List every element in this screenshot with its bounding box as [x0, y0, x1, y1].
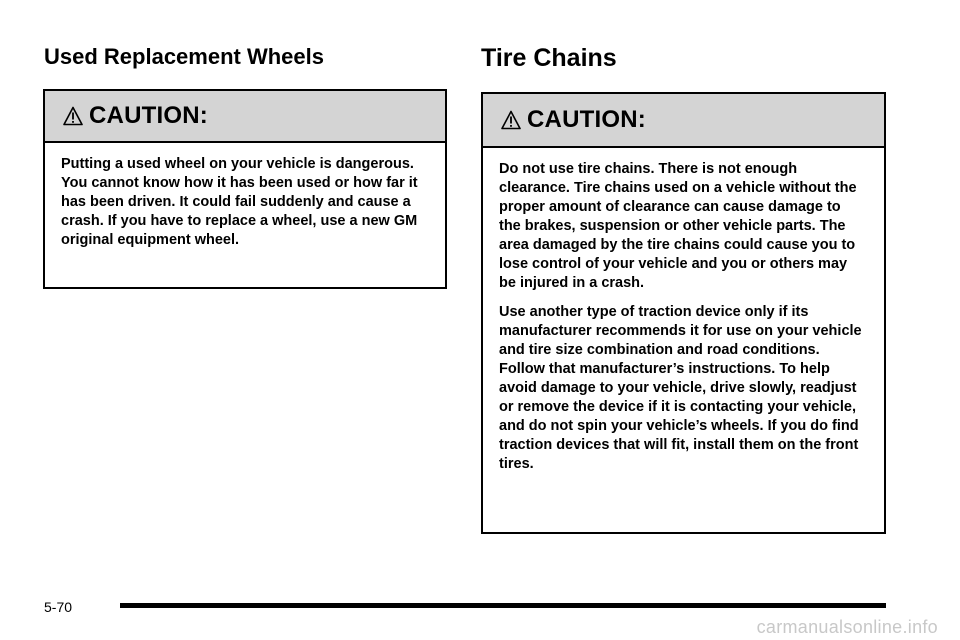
caution-paragraph: Do not use tire chains. There is not enough clearance. Tire chains used on a vehicle without the proper amount of clearance can cause damage to the brakes, suspension or other vehicle parts. The area damaged by the tire chains could cause you to lose control of your vehicle and you or others may be injured in a crash. — [499, 161, 857, 291]
caution-label: CAUTION: — [527, 106, 646, 133]
section-title-tire-chains: Tire Chains — [481, 44, 617, 72]
caution-header — [45, 91, 445, 143]
caution-header — [483, 94, 884, 148]
page-number: 5-70 — [44, 599, 73, 615]
caution-body — [45, 143, 445, 250]
footer-rule — [120, 603, 886, 608]
caution-box-used-wheels — [43, 89, 447, 289]
watermark: carmanualsonline.info — [756, 617, 938, 637]
caution-body — [483, 148, 884, 474]
caution-paragraph: Putting a used wheel on your vehicle is dangerous. You cannot know how it has been used or how far it has been driven. It could fail suddenly and cause a crash. If you have to replace a wheel, use a new GM original equipment wheel. — [61, 156, 418, 248]
caution-box-tire-chains — [481, 92, 886, 534]
caution-label: CAUTION: — [89, 102, 208, 129]
warning-triangle-icon — [63, 106, 83, 126]
caution-paragraph: Use another type of traction device only if its manufacturer recommends it for use on your vehicle and tire size combination and road conditions. Follow that manufacturer’s instructions. To help avoid damage to your vehicle, drive slowly, readjust or remove the device if it is contacting your vehicle, and do not spin your vehicle’s wheels. If you do find traction devices that will fit, install them on the front tires. — [499, 304, 862, 472]
section-title-used-replacement-wheels: Used Replacement Wheels — [44, 44, 324, 69]
warning-triangle-icon — [501, 110, 521, 130]
